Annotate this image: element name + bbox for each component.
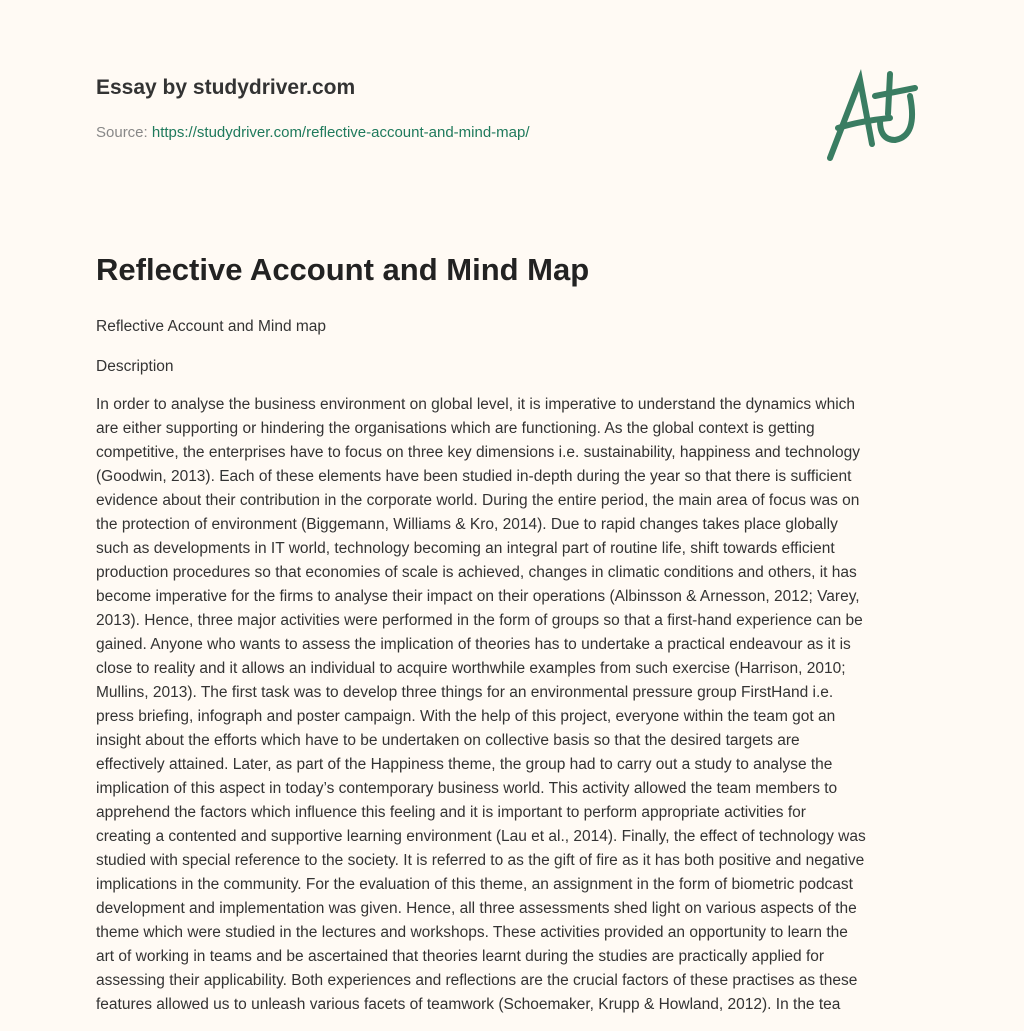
body-line: are either supporting or hindering the organisations which are functioning. As the global context is getting bbox=[96, 420, 815, 437]
body-line: studied with special reference to the society. It is referred to as the gift of fire as it has both positive and negative bbox=[96, 852, 865, 869]
body-line: theme which were studied in the lectures and workshops. These activities provided an opportunity to learn the bbox=[96, 924, 848, 941]
body-line: implication of this aspect in today’s contemporary business world. This activity allowed the team members to bbox=[96, 780, 838, 797]
body-line: competitive, the enterprises have to focus on three key dimensions i.e. sustainability, happiness and technology bbox=[96, 444, 860, 461]
body-line: apprehend the factors which influence this feeling and it is important to perform appropriate activities for bbox=[96, 804, 806, 821]
body-line: art of working in teams and be ascertained that theories learnt during the studies are practically applied for bbox=[96, 948, 825, 965]
source-line bbox=[96, 124, 530, 141]
body-line: press briefing, infograph and poster campaign. With the help of this project, everyone within the team got an bbox=[96, 708, 836, 725]
a-plus-logo-icon bbox=[820, 66, 930, 166]
body-line: gained. Anyone who wants to assess the implication of theories has to undertake a practical endeavour as it is bbox=[96, 636, 851, 653]
body-line: become imperative for the firms to analyse their impact on their operations (Albinsson & Arnesson, 2012; Varey, bbox=[96, 588, 860, 605]
body-line: evidence about their contribution in the corporate world. During the entire period, the main area of focus was on bbox=[96, 492, 860, 509]
body-line: features allowed us to unleash various facets of teamwork (Schoemaker, Krupp & Howland, 2012). In the tea bbox=[96, 996, 841, 1013]
section-heading: Description bbox=[96, 358, 174, 375]
body-line: In order to analyse the business environment on global level, it is imperative to understand the dynamics which bbox=[96, 396, 856, 413]
body-line: assessing their applicability. Both experiences and reflections are the crucial factors of these practises as these bbox=[96, 972, 858, 989]
source-label: Source: bbox=[96, 124, 152, 141]
body-line: the protection of environment (Biggemann, Williams & Kro, 2014). Due to rapid changes takes place globally bbox=[96, 516, 838, 533]
body-line: development and implementation was given. Hence, all three assessments shed light on various aspects of the bbox=[96, 900, 857, 917]
source-link[interactable]: https://studydriver.com/reflective-account-and-mind-map/ bbox=[151, 124, 530, 141]
subtitle: Reflective Account and Mind map bbox=[96, 318, 327, 335]
body-line: 2013). Hence, three major activities were performed in the form of groups so that a first-hand experience can be bbox=[96, 612, 863, 629]
body-line: insight about the efforts which have to be undertaken on collective basis so that the desired targets are bbox=[96, 732, 800, 749]
body-line: creating a contented and supportive learning environment (Lau et al., 2014). Finally, the effect of technology was bbox=[96, 828, 866, 845]
body-line: implications in the community. For the evaluation of this theme, an assignment in the form of biometric podcast bbox=[96, 876, 853, 893]
body-line: effectively attained. Later, as part of the Happiness theme, the group had to carry out a study to analyse the bbox=[96, 756, 833, 773]
body-line: (Goodwin, 2013). Each of these elements have been studied in-depth during the year so that there is sufficient bbox=[96, 468, 852, 485]
body-line: production procedures so that economies of scale is achieved, changes in climatic conditions and others, it has bbox=[96, 564, 857, 581]
page-title: Reflective Account and Mind Map bbox=[96, 252, 590, 287]
essay-body bbox=[96, 393, 936, 1017]
body-line: such as developments in IT world, technology becoming an integral part of routine life, shift towards efficient bbox=[96, 540, 835, 557]
body-line: close to reality and it allows an individual to acquire worthwhile examples from such exercise (Harrison, 2010; bbox=[96, 660, 846, 677]
site-brand: Essay by studydriver.com bbox=[96, 76, 356, 99]
body-line: Mullins, 2013). The first task was to develop three things for an environmental pressure group FirstHand i.e. bbox=[96, 684, 834, 701]
